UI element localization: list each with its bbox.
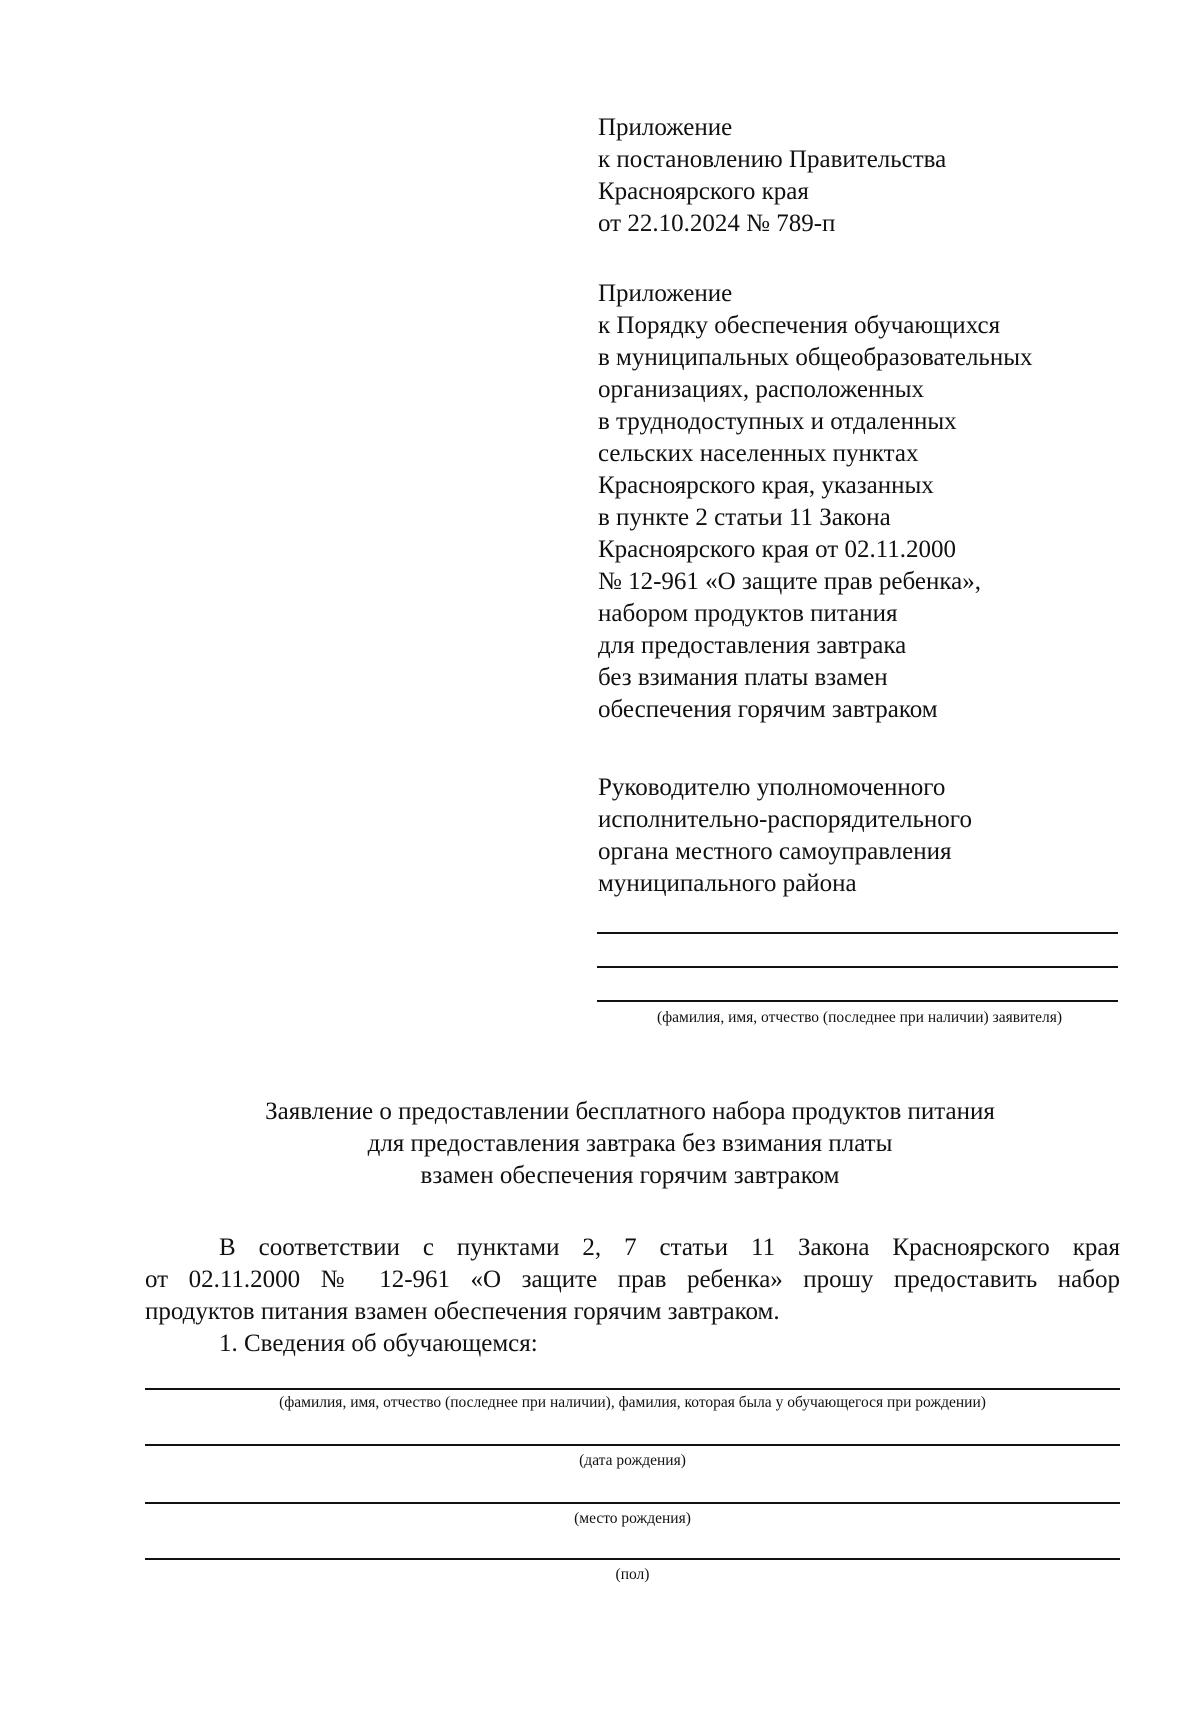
appendix-2-line: организациях, расположенных (598, 376, 925, 403)
gender-caption: (пол) (615, 1566, 650, 1583)
appendix-2-line: № 12-961 «О защите прав ребенка», (598, 568, 981, 595)
appendix-2-line: Красноярского края от 02.11.2000 (598, 536, 957, 563)
gender-fill-line (145, 1558, 1120, 1560)
appendix-2-line: без взимания платы взамен (598, 664, 888, 691)
appendix-2-line: в пункте 2 статьи 11 Закона (598, 504, 891, 531)
section-heading: 1. Сведения об обучающемся: (219, 1330, 538, 1357)
appendix-1-line: Красноярского края (598, 178, 809, 205)
birth-date-fill-line (145, 1444, 1120, 1446)
title-line: взамен обеспечения горячим завтраком (420, 1162, 840, 1189)
appendix-2-line: сельских населенных пунктах (598, 440, 919, 467)
appendix-1-line: к постановлению Правительства (598, 146, 947, 173)
appendix-2-block (598, 278, 1158, 726)
applicant-caption: (фамилия, имя, отчество (последнее при наличии) заявителя) (656, 1009, 1063, 1026)
birth-place-fill-line (145, 1502, 1120, 1504)
appendix-2-line: к Порядку обеспечения обучающихся (598, 312, 1001, 339)
appendix-2-line: Красноярского края, указанных (598, 472, 934, 499)
birth-place-caption: (место рождения) (574, 1510, 691, 1527)
appendix-2-line: обеспечения горячим завтраком (598, 696, 938, 723)
appendix-2-line: в труднодоступных и отдаленных (598, 408, 957, 435)
appendix-2-line: Приложение (598, 280, 733, 307)
document-title (140, 1096, 1120, 1192)
student-name-fill-line (145, 1388, 1120, 1390)
body-paragraph (145, 1232, 1120, 1360)
title-line: Заявление о предоставлении бесплатного набора продуктов питания (265, 1098, 995, 1125)
appendix-1-block (598, 112, 1158, 240)
applicant-fill-line (597, 932, 1118, 934)
applicant-fill-line (597, 966, 1118, 968)
applicant-fill-line (597, 1000, 1118, 1002)
birth-date-caption: (дата рождения) (579, 1452, 686, 1469)
appendix-2-line: набором продуктов питания (598, 600, 898, 627)
body-line: продуктов питания взамен обеспечения горячим завтраком. (145, 1298, 780, 1325)
addressee-line: муниципального района (598, 870, 857, 897)
appendix-2-line: для предоставления завтрака (598, 632, 907, 659)
student-name-caption: (фамилия, имя, отчество (последнее при наличии), фамилия, которая была у обучающегося при рождении) (279, 1394, 986, 1411)
addressee-line: исполнительно-распорядительного (598, 806, 972, 833)
body-line: В соответствии с пунктами 2, 7 статьи 11 Закона Красноярского края (219, 1234, 1120, 1261)
addressee-line: органа местного самоуправления (598, 838, 952, 865)
body-line: от 02.11.2000 № 12-961 «О защите прав ребенка» прошу предоставить набор (145, 1266, 1120, 1293)
title-line: для предоставления завтрака без взимания платы (367, 1130, 893, 1157)
appendix-1-line: от 22.10.2024 № 789-п (598, 210, 836, 237)
appendix-2-line: в муниципальных общеобразовательных (598, 344, 1033, 371)
addressee-line: Руководителю уполномоченного (598, 774, 946, 801)
addressee-block (598, 772, 1158, 900)
appendix-1-line: Приложение (598, 114, 733, 141)
